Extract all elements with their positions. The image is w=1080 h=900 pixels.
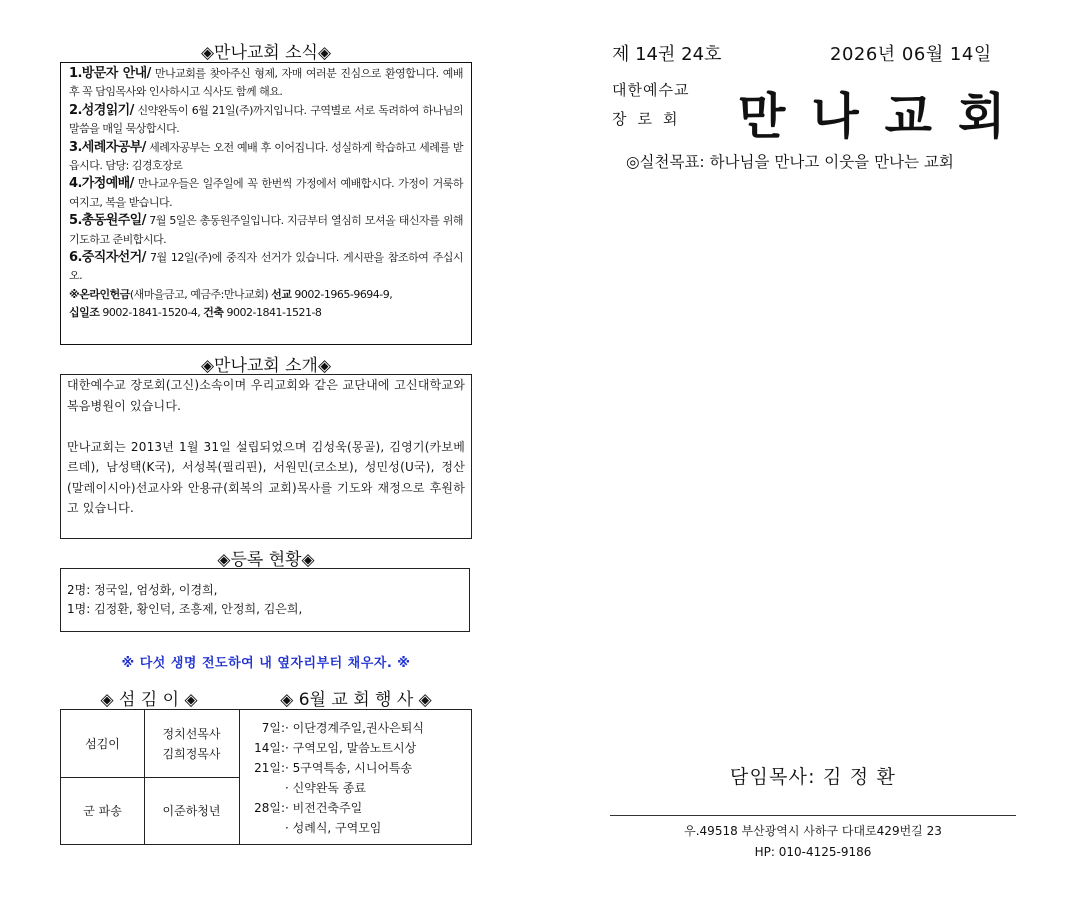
event-text: · 성례식, 구역모임: [285, 821, 382, 835]
registration-line: 1명: 김정환, 황인덕, 조흥제, 안정희, 김은희,: [67, 602, 303, 616]
event-text: · 구역모임, 말씀노트시상: [285, 741, 417, 755]
event-row: [247, 719, 424, 736]
account-label: ※온라인헌금: [69, 287, 130, 301]
footer-divider: [610, 815, 1016, 816]
news-item-head: 3.세례자공부/: [69, 139, 146, 155]
event-row: [247, 739, 416, 756]
registration-line: 2명: 정국일, 엄성화, 이경희,: [67, 583, 218, 597]
account-info: [69, 286, 463, 323]
news-item: [69, 249, 463, 286]
volume-number: 제 14권 24호: [612, 44, 722, 65]
event-row: [247, 799, 362, 816]
event-text: · 이단경계주일,권사은퇴식: [285, 721, 424, 735]
account-mission-label: 선교: [271, 287, 292, 301]
event-day: 21일:: [254, 761, 285, 775]
account-bank: (새마을금고, 예금주:만나교회): [129, 287, 272, 301]
news-item: [69, 102, 463, 139]
serving-title: ◈ 섬 김 이 ◈: [100, 690, 198, 710]
news-box: [60, 62, 472, 345]
news-item: [69, 65, 463, 102]
denomination-line1: 대한예수교: [612, 81, 690, 99]
news-item-head: 4.가정예배/: [69, 176, 134, 192]
dispatch-value: 이준하청년: [162, 804, 221, 818]
news-item-text: 7월 12일(주)에 중직자 선거가 있습니다. 게시판을 참조하여 주십시오.: [69, 251, 463, 283]
news-item-text: 만나교회를 찾아주신 형제, 자매 여러분 진심으로 환영합니다. 예배 후 꼭 담임목사와 인사하시고 식사도 함께 해요.: [69, 67, 463, 99]
events-title: ◈ 6월 교 회 행 사 ◈: [280, 690, 432, 710]
event-day: 7일:: [261, 721, 285, 735]
serving-values: [144, 710, 239, 777]
serving-value: 정치선목사: [162, 726, 221, 741]
serving-label: 섬김이: [85, 737, 120, 751]
intro-title: ◈만나교회 소개◈: [200, 356, 332, 376]
intro-box: [60, 374, 472, 539]
intro-para: 대한예수교 장로회(고신)소속이며 우리교회와 같은 교단내에 고신대학교와 복음병원이 있습니다.: [67, 378, 465, 413]
issue-date: 2026년 06월 14일: [830, 44, 992, 65]
news-item: [69, 139, 463, 176]
church-name: 만나교회: [738, 88, 1032, 145]
news-item-head: 6.중직자선거/: [69, 250, 146, 266]
account-building-label: 건축: [203, 306, 224, 320]
practice-goal: ◎실천목표: 하나님을 만나고 이웃을 만나는 교회: [626, 153, 954, 171]
registration-box: [60, 568, 470, 632]
news-item-text: 세례자공부는 오전 예배 후 이어집니다. 성실하게 학습하고 세례를 받읍시다. 담당: 김경호장로: [69, 140, 463, 173]
intro-spacer: [67, 416, 465, 437]
event-day: 14일:: [254, 741, 285, 755]
event-text: · 신약완독 종료: [285, 781, 366, 795]
table-divider: [239, 710, 240, 844]
serving-value: 김희정목사: [162, 746, 221, 761]
church-phone: HP: 010-4125-9186: [754, 845, 872, 859]
serving-events-table: [60, 709, 472, 845]
news-item: [69, 212, 463, 249]
news-item-text: 7월 5일은 총동원주일입니다. 지금부터 열심히 모셔올 태신자를 위해 기도하고 준비합시다.: [69, 214, 463, 246]
church-address: 우.49518 부산광역시 사하구 다대로429번길 23: [684, 824, 942, 838]
denomination-line2: 장로회: [612, 110, 689, 128]
intro-para: 만나교회는 2013년 1월 31일 설립되었으며 김성욱(몽골), 김영기(카보베르데), 남성택(K국), 서성복(필리핀), 서원민(코소보), 성민성(U국), 정산(말레이시아)선교사와 안용규(회복의 교회)목사를 기도와 재정으로 후원하고 있습니다.: [67, 439, 465, 515]
event-row: [247, 779, 366, 796]
account-tithe-label: 십일조: [69, 306, 100, 320]
registration-title: ◈등록 현황◈: [217, 550, 315, 570]
news-item-head: 5.총동원주일/: [69, 213, 146, 229]
news-title: ◈만나교회 소식◈: [200, 43, 332, 63]
evangelism-slogan: ※ 다섯 생명 전도하여 내 옆자리부터 채우자. ※: [121, 656, 411, 671]
news-item-head: 2.성경읽기/: [69, 102, 134, 118]
news-item-text: 만나교우들은 일주일에 꼭 한번씩 가정에서 예배합시다. 가정이 거룩하여지고, 복을 받습니다.: [69, 177, 463, 209]
senior-pastor: 담임목사: 김 정 환: [729, 766, 897, 788]
event-text: · 5구역특송, 시니어특송: [285, 761, 413, 775]
news-item-head: 1.방문자 안내/: [69, 66, 151, 81]
account-building-number: 9002-1841-1521-8: [223, 306, 322, 320]
event-day: 28일:: [254, 801, 285, 815]
account-mission-number: 9002-1965-9694-9,: [291, 287, 393, 301]
news-item: [69, 175, 463, 212]
account-tithe-number: 9002-1841-1520-4,: [99, 306, 204, 320]
event-row: [247, 819, 381, 836]
event-row: [247, 759, 412, 776]
news-item-text: 신약완독이 6월 21일(주)까지입니다. 구역별로 서로 독려하여 하나님의 말씀을 매일 묵상합시다.: [69, 103, 463, 136]
dispatch-label: 군 파송: [83, 804, 122, 818]
event-text: · 비전건축주일: [285, 801, 363, 815]
